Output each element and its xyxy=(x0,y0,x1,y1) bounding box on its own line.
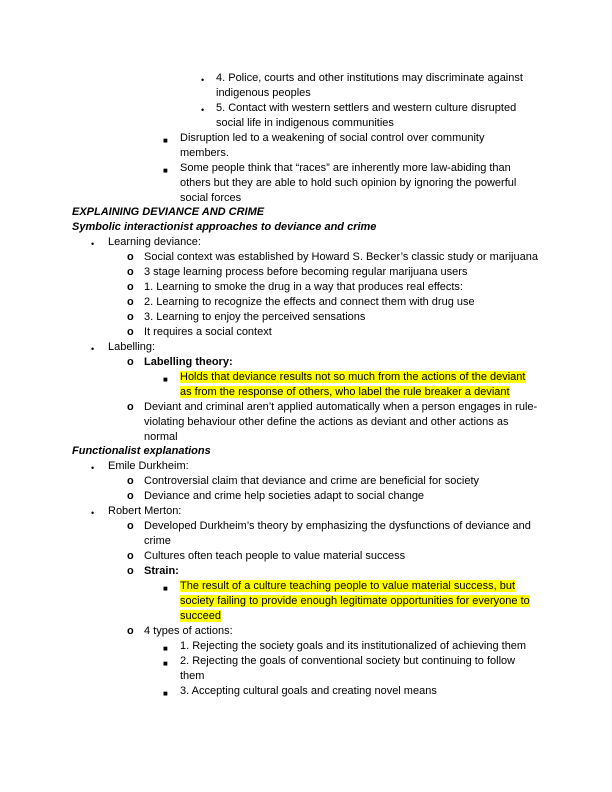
square-bullet-marker: ■ xyxy=(163,584,168,593)
circle-bullet-marker: o xyxy=(127,356,134,368)
definition-text xyxy=(180,609,221,624)
list-item-text: Emile Durkheim: xyxy=(108,460,189,472)
square-bullet-marker: ■ xyxy=(163,689,168,698)
square-bullet-marker: ■ xyxy=(163,659,168,668)
definition-text xyxy=(180,594,530,609)
list-item-text: Labelling: xyxy=(108,341,156,353)
circle-bullet-marker: o xyxy=(127,550,134,562)
subsection-heading: Functionalist explanations xyxy=(72,445,211,457)
square-bullet-marker: ■ xyxy=(163,375,168,384)
list-item-text: Disruption led to a weakening of social control over community xyxy=(180,132,485,144)
list-item-text: Deviance and crime help societies adapt to social change xyxy=(144,490,425,502)
square-bullet-marker: ■ xyxy=(163,644,168,653)
square-bullet-marker: ■ xyxy=(163,136,168,145)
list-item-text: 1. Learning to smoke the drug in a way that produces real effects: xyxy=(144,281,463,293)
list-item-text: Developed Durkheim’s theory by emphasizing the dysfunctions of deviance and xyxy=(144,520,531,532)
circle-bullet-marker: o xyxy=(127,520,134,532)
list-item-text: Controversial claim that deviance and crime are beneficial for society xyxy=(144,475,480,487)
list-item-text: Robert Merton: xyxy=(108,505,182,517)
list-item-text: Deviant and criminal aren’t applied automatically when a person engages in rule- xyxy=(144,401,538,413)
highlighted-text: succeed xyxy=(180,610,221,622)
list-item-text: Social context was established by Howard S. Becker’s classic study or marijuana xyxy=(144,251,538,263)
circle-bullet-marker: o xyxy=(127,251,134,263)
highlighted-text: society failing to provide enough legitimate opportunities for everyone to xyxy=(180,595,530,607)
list-item-text: normal xyxy=(144,431,178,443)
bullet-marker: • xyxy=(91,239,95,249)
circle-bullet-marker: o xyxy=(127,401,134,413)
list-item-text: Cultures often teach people to value material success xyxy=(144,550,406,562)
list-item-text: Learning deviance: xyxy=(108,236,201,248)
list-item-text: 1. Rejecting the society goals and its institutionalized of achieving them xyxy=(180,640,527,652)
definition-text xyxy=(180,579,515,594)
list-item-text: Some people think that “races” are inherently more law-abiding than xyxy=(180,162,511,174)
list-item-text: crime xyxy=(144,535,171,547)
bullet-marker: • xyxy=(91,344,95,354)
circle-bullet-marker: o xyxy=(127,311,134,323)
bullet-marker: • xyxy=(91,463,95,473)
list-item-text: them xyxy=(180,670,205,682)
list-item-text: 3. Learning to enjoy the perceived sensations xyxy=(144,311,366,323)
list-item-text: members. xyxy=(180,147,229,159)
list-item-text: 2. Learning to recognize the effects and connect them with drug use xyxy=(144,296,475,308)
definition-text xyxy=(180,370,525,385)
list-item-text: 3 stage learning process before becoming regular marijuana users xyxy=(144,266,468,278)
list-item-text: 2. Rejecting the goals of conventional society but continuing to follow xyxy=(180,655,516,667)
term-label: Labelling theory: xyxy=(144,356,233,368)
circle-bullet-marker: o xyxy=(127,326,134,338)
bullet-marker: • xyxy=(201,75,205,85)
circle-bullet-marker: o xyxy=(127,475,134,487)
highlighted-text: The result of a culture teaching people to value material success, but xyxy=(180,580,516,592)
circle-bullet-marker: o xyxy=(127,490,134,502)
square-bullet-marker: ■ xyxy=(163,166,168,175)
circle-bullet-marker: o xyxy=(127,565,134,577)
circle-bullet-marker: o xyxy=(127,296,134,308)
list-item-text: It requires a social context xyxy=(144,326,272,338)
list-item-text: 4 types of actions: xyxy=(144,625,233,637)
highlighted-text: as from the response of others, who label the rule breaker a deviant xyxy=(180,386,510,398)
highlighted-text: Holds that deviance results not so much from the actions of the deviant xyxy=(180,371,526,383)
section-heading: EXPLAINING DEVIANCE AND CRIME xyxy=(72,206,265,218)
circle-bullet-marker: o xyxy=(127,625,134,637)
definition-text xyxy=(180,385,510,400)
circle-bullet-marker: o xyxy=(127,266,134,278)
list-item-text: social forces xyxy=(180,192,242,204)
list-item-text: indigenous peoples xyxy=(216,87,311,99)
list-item-text: violating behaviour other define the actions as deviant and other actions as xyxy=(144,416,509,428)
list-item-text: others but they are able to hold such opinion by ignoring the powerful xyxy=(180,177,517,189)
bullet-marker: • xyxy=(91,508,95,518)
list-item-text: social life in indigenous communities xyxy=(216,117,394,129)
list-item-text: 3. Accepting cultural goals and creating novel means xyxy=(180,685,437,697)
circle-bullet-marker: o xyxy=(127,281,134,293)
subsection-heading: Symbolic interactionist approaches to deviance and crime xyxy=(72,221,377,233)
term-label: Strain: xyxy=(144,565,179,577)
bullet-marker: • xyxy=(201,105,205,115)
list-item-text: 5. Contact with western settlers and western culture disrupted xyxy=(216,102,517,114)
list-item-text: 4. Police, courts and other institutions may discriminate against xyxy=(216,72,523,84)
